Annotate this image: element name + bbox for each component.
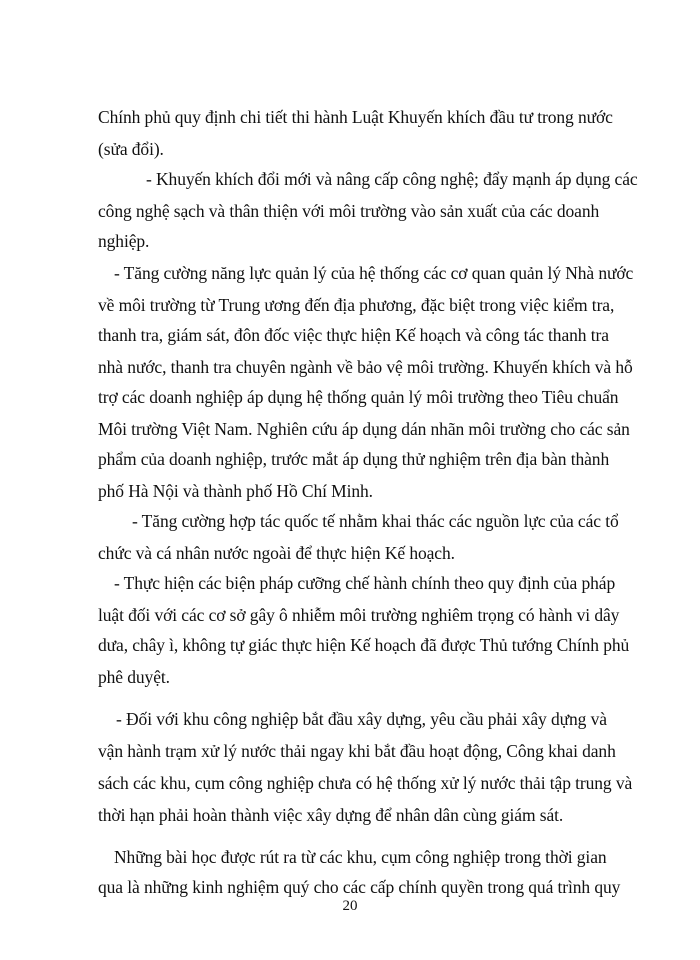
text-line: - Thực hiện các biện pháp cưỡng chế hành chính theo quy định của pháp	[114, 573, 616, 593]
text-line: vận hành trạm xử lý nước thải ngay khi bắt đầu hoạt động, Công khai danh	[98, 741, 616, 761]
text-line: qua là những kinh nghiệm quý cho các cấp chính quyền trong quá trình quy	[98, 877, 621, 897]
text-line: công nghệ sạch và thân thiện với môi trường vào sản xuất của các doanh	[98, 201, 600, 221]
text-line: - Tăng cường năng lực quản lý của hệ thống các cơ quan quản lý Nhà nước	[114, 263, 634, 283]
text-line: (sửa đổi).	[98, 139, 164, 159]
text-line: nghiệp.	[98, 231, 150, 251]
text-line: chức và cá nhân nước ngoài để thực hiện Kế hoạch.	[98, 543, 455, 563]
text-line: dưa, chây ì, không tự giác thực hiện Kế hoạch đã được Thủ tướng Chính phủ	[98, 635, 630, 655]
text-line: thời hạn phải hoàn thành việc xây dựng để nhân dân cùng giám sát.	[98, 805, 564, 825]
text-line: Những bài học được rút ra từ các khu, cụm công nghiệp trong thời gian	[114, 847, 607, 867]
text-line: trợ các doanh nghiệp áp dụng hệ thống quản lý môi trường theo Tiêu chuẩn	[98, 387, 619, 407]
text-line: thanh tra, giám sát, đôn đốc việc thực hiện Kế hoạch và công tác thanh tra	[98, 325, 609, 345]
text-line: luật đối với các cơ sở gây ô nhiễm môi trường nghiêm trọng có hành vi dây	[98, 605, 620, 625]
text-line: Chính phủ quy định chi tiết thi hành Luật Khuyến khích đầu tư trong nước	[98, 107, 613, 127]
text-line: phê duyệt.	[98, 667, 170, 687]
text-line: Môi trường Việt Nam. Nghiên cứu áp dụng dán nhãn môi trường cho các sản	[98, 419, 630, 439]
text-line: nhà nước, thanh tra chuyên ngành về bảo vệ môi trường. Khuyến khích và hỗ	[98, 357, 633, 377]
text-line: - Đối với khu công nghiệp bắt đầu xây dựng, yêu cầu phải xây dựng và	[116, 709, 607, 729]
text-line: sách các khu, cụm công nghiệp chưa có hệ thống xử lý nước thải tập trung và	[98, 773, 633, 793]
text-line: - Khuyến khích đổi mới và nâng cấp công nghệ; đẩy mạnh áp dụng các	[146, 169, 638, 189]
text-line: phố Hà Nội và thành phố Hồ Chí Minh.	[98, 481, 373, 501]
text-line: về môi trường từ Trung ương đến địa phương, đặc biệt trong việc kiểm tra,	[98, 295, 615, 315]
page-number: 20	[342, 898, 358, 914]
text-line: phẩm của doanh nghiệp, trước mắt áp dụng thử nghiệm trên địa bàn thành	[98, 449, 610, 469]
text-line: - Tăng cường hợp tác quốc tế nhằm khai thác các nguồn lực của các tổ	[132, 511, 619, 531]
